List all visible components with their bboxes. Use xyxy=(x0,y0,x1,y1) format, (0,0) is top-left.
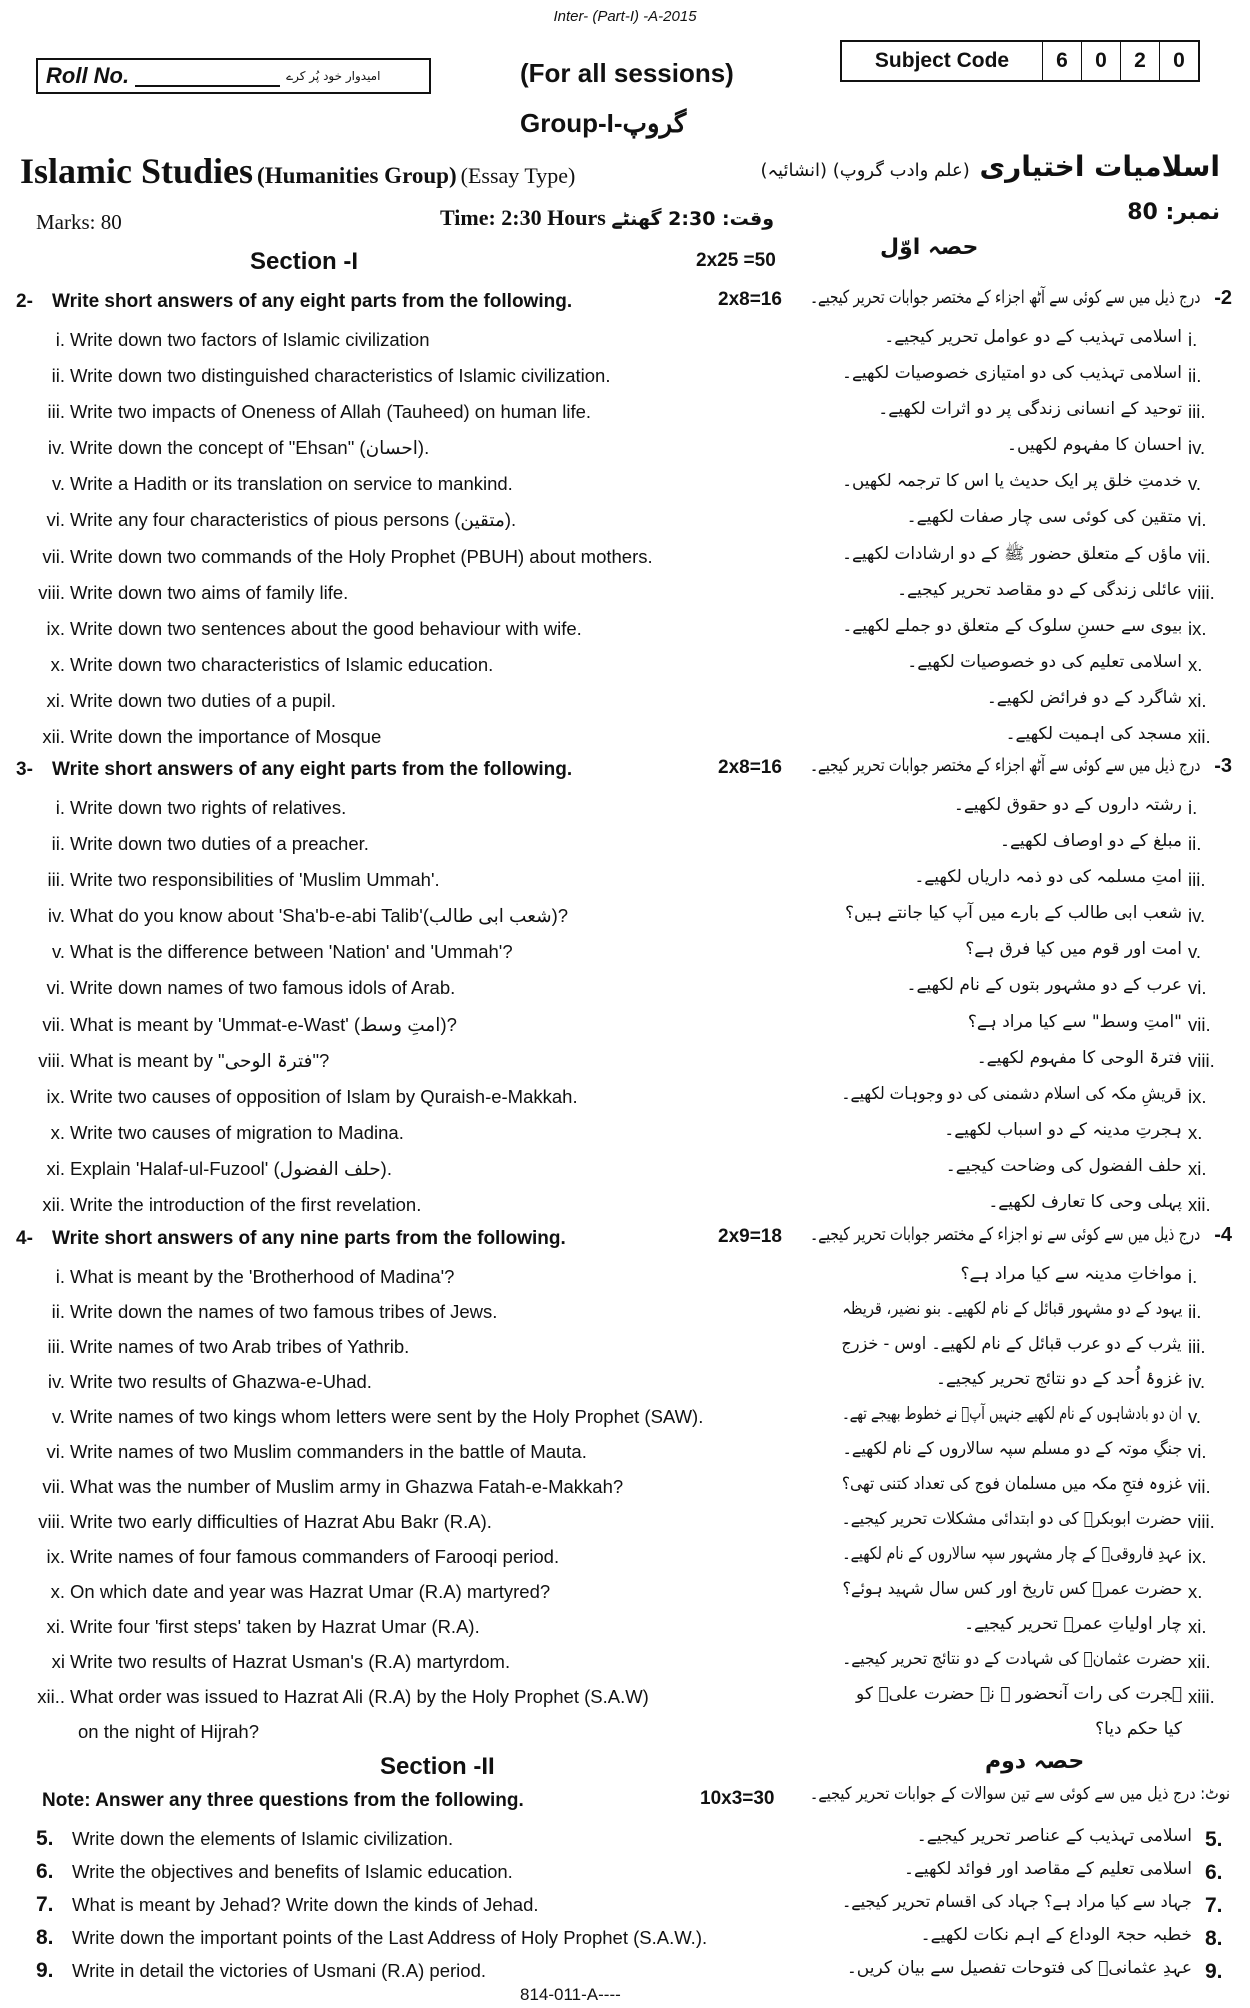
part-text-urdu: شاگرد کے دو فرائض لکھیے۔ xyxy=(986,687,1182,708)
question-text-urdu: اسلامی تہذیب کے عناصر تحریر کیجیے۔ xyxy=(916,1826,1192,1846)
subject-code-digit: 2 xyxy=(1120,42,1159,80)
question-number: 5. xyxy=(36,1827,54,1850)
roll-label: Roll No. xyxy=(46,63,130,88)
part-text-urdu: حضرت عثمانؓ کی شہادت کے دو نتائج تحریر کیجیے۔ xyxy=(842,1649,1182,1669)
part-numeral: iii. xyxy=(47,869,65,891)
part-text: Write a Hadith or its translation on service to mankind. xyxy=(70,473,513,495)
part-text-urdu: عہدِ فاروقیؓ کے چار مشہور سپہ سالاروں کے نام لکھیے۔ xyxy=(841,1544,1182,1564)
part-text: on the night of Hijrah? xyxy=(78,1721,260,1742)
subject-title: Islamic Studies xyxy=(20,151,254,191)
question-part xyxy=(0,1400,1250,1435)
question-number: 9. xyxy=(36,1959,54,1982)
part-numeral: xii.. xyxy=(37,1686,65,1707)
section-2-questions xyxy=(0,1822,1250,1987)
part-numeral-urdu: ii. xyxy=(1188,1301,1202,1322)
part-text: On which date and year was Hazrat Umar (R.A) martyred? xyxy=(70,1581,551,1602)
part-text: Write two results of Hazrat Usman's (R.A) martyrdom. xyxy=(70,1651,511,1672)
part-text-urdu: حضرت ابوبکرؓ کی دو ابتدائی مشکلات تحریر کیجیے۔ xyxy=(841,1509,1182,1529)
part-numeral-urdu: i. xyxy=(1188,329,1198,350)
question-text: What is meant by Jehad? Write down the kinds of Jehad. xyxy=(72,1894,539,1915)
part-numeral-urdu: vi. xyxy=(1188,509,1207,531)
part-numeral: iv. xyxy=(47,1371,65,1392)
part-text: Write two responsibilities of 'Muslim Ummah'. xyxy=(70,869,440,891)
long-question xyxy=(0,1888,1250,1921)
question-number-urdu: 8. xyxy=(1205,1927,1223,1950)
part-numeral-urdu: xiii. xyxy=(1188,1686,1215,1707)
urdu-total-marks: نمبر: 80 xyxy=(1127,200,1220,225)
question-instruction-urdu: درج ذیل میں سے کوئی سے آٹھ اجزاء کے مختصر جوابات تحریر کیجیے۔ xyxy=(809,755,1200,776)
part-text-urdu: "امتِ وسط" سے کیا مراد ہے؟ xyxy=(967,1011,1182,1032)
part-text-urdu: پہلی وحی کا تعارف لکھیے۔ xyxy=(988,1192,1182,1213)
part-text: Write down two sentences about the good behaviour with wife. xyxy=(70,617,582,639)
question-part xyxy=(0,1365,1250,1400)
long-question xyxy=(0,1954,1250,1987)
part-numeral: i. xyxy=(55,1266,65,1287)
part-numeral-urdu: xii. xyxy=(1188,1194,1211,1216)
question-marks: 2x9=18 xyxy=(718,1226,782,1247)
roll-number-box xyxy=(36,58,431,94)
part-numeral-urdu: xii. xyxy=(1188,726,1211,748)
part-text-urdu: عرب کے دو مشہور بتوں کے نام لکھیے۔ xyxy=(906,975,1182,996)
part-numeral: viii. xyxy=(38,1511,65,1532)
part-text-urdu: عائلی زندگی کے دو مقاصد تحریر کیجیے۔ xyxy=(897,579,1182,600)
part-text: Write down the concept of "Ehsan" (احسان). xyxy=(70,437,430,459)
question-part xyxy=(0,1330,1250,1365)
part-text: Write the introduction of the first revelation. xyxy=(70,1194,422,1216)
part-numeral-urdu: iv. xyxy=(1188,1371,1206,1392)
part-numeral: x. xyxy=(50,1121,65,1143)
part-numeral-urdu: viii. xyxy=(1188,1511,1215,1532)
question-part xyxy=(0,1645,1250,1680)
question-part xyxy=(0,503,1250,539)
part-text: Write down two distinguished characteristics of Islamic civilization. xyxy=(70,365,611,387)
part-numeral-urdu: ii. xyxy=(1188,365,1202,387)
part-numeral: vii. xyxy=(42,545,65,567)
question-part xyxy=(0,1610,1250,1645)
question-3 xyxy=(0,753,1250,1224)
question-part xyxy=(0,323,1250,359)
question-part xyxy=(0,720,1250,756)
section-2-note: Note: Answer any three questions from the following. xyxy=(42,1790,524,1811)
part-numeral: viii. xyxy=(38,1049,65,1071)
roll-number-field[interactable] xyxy=(135,65,280,87)
question-part xyxy=(0,612,1250,648)
subject-code-digit: 0 xyxy=(1081,42,1120,80)
question-part xyxy=(0,395,1250,431)
part-text: Write two causes of opposition of Islam by Quraish-e-Makkah. xyxy=(70,1085,578,1107)
question-number-urdu: -2 xyxy=(1214,287,1232,309)
part-numeral: ii. xyxy=(51,1301,65,1322)
question-heading xyxy=(0,1222,1250,1260)
question-marks: 2x8=16 xyxy=(718,289,782,310)
question-number: 4- xyxy=(16,1228,33,1249)
part-numeral-urdu: iii. xyxy=(1188,869,1206,891)
part-text: Write names of two Arab tribes of Yathrib. xyxy=(70,1336,410,1357)
part-text-urdu: حضرت عمرؓ کس تاریخ اور کس سال شہید ہوئے؟ xyxy=(842,1579,1182,1599)
part-numeral: iv. xyxy=(47,905,65,927)
question-number: 3- xyxy=(16,759,33,780)
part-numeral: xi. xyxy=(46,1616,65,1637)
question-part xyxy=(0,1680,1250,1715)
part-numeral: ii. xyxy=(51,365,65,387)
part-text-urdu: امت اور قوم میں کیا فرق ہے؟ xyxy=(965,939,1182,960)
part-numeral: iv. xyxy=(47,437,65,459)
time-urdu: وقت: 2:30 گھنٹے xyxy=(611,208,775,230)
part-text: Write two early difficulties of Hazrat Abu Bakr (R.A). xyxy=(70,1511,492,1532)
part-numeral: ix. xyxy=(46,1085,65,1107)
part-text-urdu: یثرب کے دو عرب قبائل کے نام لکھیے۔ اوس - خزرج xyxy=(841,1334,1182,1354)
footer-code: 814-011-A---- xyxy=(520,1985,621,2004)
part-text-urdu: کیا حکم دیا؟ xyxy=(1095,1719,1182,1739)
part-text: Write names of four famous commanders of Farooqi period. xyxy=(70,1546,560,1567)
part-numeral: v. xyxy=(51,473,65,495)
part-text: Write down the names of two famous tribes of Jews. xyxy=(70,1301,498,1322)
question-instruction-urdu: درج ذیل میں سے کوئی سے آٹھ اجزاء کے مختصر جوابات تحریر کیجیے۔ xyxy=(809,287,1200,308)
question-part xyxy=(0,971,1250,1007)
part-numeral-urdu: xi. xyxy=(1188,689,1207,711)
part-text-urdu: ان دو بادشاہوں کے نام لکھیے جنہیں آپؐ نے خطوط بھیجے تھے۔ xyxy=(842,1404,1182,1424)
part-text-urdu: خدمتِ خلق پر ایک حدیث یا اس کا ترجمہ لکھیں۔ xyxy=(841,471,1182,492)
question-number-urdu: 9. xyxy=(1205,1960,1223,1983)
question-text: Write the objectives and benefits of Islamic education. xyxy=(72,1861,513,1882)
part-text-urdu: چار اولیاتِ عمرؓ تحریر کیجیے۔ xyxy=(964,1614,1182,1634)
question-part xyxy=(0,1715,1250,1750)
part-text: What order was issued to Hazrat Ali (R.A) by the Holy Prophet (S.A.W) xyxy=(70,1686,649,1707)
question-text: Write down the important points of the Last Address of Holy Prophet (S.A.W.). xyxy=(72,1927,708,1948)
part-text: Write down two factors of Islamic civilization xyxy=(70,329,430,350)
part-text: Write down two duties of a preacher. xyxy=(70,833,369,855)
question-number-urdu: 6. xyxy=(1205,1861,1223,1884)
part-numeral: viii. xyxy=(38,581,65,603)
part-text-urdu: متقین کی کوئی سی چار صفات لکھیے۔ xyxy=(906,507,1182,528)
question-part xyxy=(0,431,1250,467)
question-part xyxy=(0,1080,1250,1116)
part-numeral-urdu: x. xyxy=(1188,1581,1203,1602)
part-numeral-urdu: iv. xyxy=(1188,905,1206,927)
part-text-urdu: توحید کے انسانی زندگی پر دو اثرات لکھیے۔ xyxy=(878,399,1182,420)
part-text-urdu: ہجرت کی رات آنحضور ﷺ نے حضرت علیؓ کو xyxy=(856,1684,1182,1704)
subject-code-label: Subject Code xyxy=(874,49,1010,72)
part-text: Write names of two kings whom letters were sent by the Holy Prophet (SAW). xyxy=(70,1406,704,1427)
sessions-label: (For all sessions) xyxy=(520,58,734,88)
part-numeral-urdu: ix. xyxy=(1188,617,1207,639)
part-text: Explain 'Halaf-ul-Fuzool' (حلف الفضول). xyxy=(70,1157,392,1179)
part-text-urdu: یہود کے دو مشہور قبائل کے نام لکھیے۔ بنو نضیر، قریظہ xyxy=(841,1299,1182,1319)
part-numeral-urdu: v. xyxy=(1188,941,1202,963)
question-part xyxy=(0,1470,1250,1505)
time-english: Time: 2:30 Hours xyxy=(440,205,606,230)
part-text: What is meant by "فترۃ الوحی"? xyxy=(70,1049,330,1071)
part-numeral-urdu: ix. xyxy=(1188,1546,1207,1567)
part-numeral: iii. xyxy=(47,1336,65,1357)
part-text: Write down two duties of a pupil. xyxy=(70,689,336,711)
question-part xyxy=(0,1188,1250,1224)
part-numeral-urdu: vii. xyxy=(1188,545,1211,567)
part-numeral-urdu: x. xyxy=(1188,1121,1203,1143)
question-number-urdu: 5. xyxy=(1205,1828,1223,1851)
part-numeral: xii. xyxy=(42,1194,65,1216)
section-1-urdu-title: حصہ اوّل xyxy=(880,235,979,260)
part-numeral: i. xyxy=(55,329,65,350)
part-text-urdu: جنگِ موتہ کے دو مسلم سپہ سالاروں کے نام لکھیے۔ xyxy=(842,1439,1182,1459)
group-label: Group-I-گروپ xyxy=(520,108,687,138)
question-number: 2- xyxy=(16,291,33,312)
part-text: Write down two characteristics of Islamic education. xyxy=(70,653,494,675)
part-text: Write any four characteristics of pious persons (متقین). xyxy=(70,509,517,531)
part-numeral: v. xyxy=(51,1406,65,1427)
part-numeral-urdu: xi. xyxy=(1188,1157,1207,1179)
section-2-urdu-title: حصہ دوم xyxy=(985,1749,1085,1774)
part-text-urdu: غزوہ فتحِ مکہ میں مسلمان فوج کی تعداد کتنی تھی؟ xyxy=(841,1474,1182,1494)
question-part xyxy=(0,576,1250,612)
part-text: What was the number of Muslim army in Ghazwa Fatah-e-Makkah? xyxy=(70,1476,624,1497)
part-numeral-urdu: viii. xyxy=(1188,581,1215,603)
part-numeral-urdu: vii. xyxy=(1188,1476,1211,1497)
question-text: Write in detail the victories of Usmani (R.A) period. xyxy=(72,1960,487,1981)
part-text: Write down two aims of family life. xyxy=(70,581,349,603)
total-marks: Marks: 80 xyxy=(36,210,122,234)
part-numeral-urdu: ii. xyxy=(1188,833,1202,855)
part-numeral-urdu: iii. xyxy=(1188,1336,1206,1357)
part-text: Write down names of two famous idols of Arab. xyxy=(70,977,456,999)
part-text-urdu: اسلامی تعلیم کی دو خصوصیات لکھیے۔ xyxy=(907,651,1182,672)
section-2-title: Section -II xyxy=(380,1753,495,1780)
question-part xyxy=(0,863,1250,899)
question-part xyxy=(0,1152,1250,1188)
part-text-urdu: بیوی سے حسنِ سلوک کے متعلق دو جملے لکھیے۔ xyxy=(842,615,1182,636)
part-numeral: xi. xyxy=(46,689,65,711)
part-numeral: xii. xyxy=(42,726,65,748)
part-numeral: v. xyxy=(51,941,65,963)
question-part xyxy=(0,827,1250,863)
question-number-urdu: 7. xyxy=(1205,1894,1223,1917)
question-part xyxy=(0,540,1250,576)
urdu-subject-title: اسلامیات اختیاری xyxy=(979,150,1220,183)
part-numeral: x. xyxy=(50,653,65,675)
question-part xyxy=(0,1540,1250,1575)
part-numeral-urdu: vi. xyxy=(1188,1441,1207,1462)
subject-group: (Humanities Group) xyxy=(257,163,457,188)
part-numeral: vii. xyxy=(42,1476,65,1497)
question-part xyxy=(0,467,1250,503)
part-text-urdu: ہجرتِ مدینہ کے دو اسباب لکھیے۔ xyxy=(944,1119,1182,1140)
part-text: Write names of two Muslim commanders in the battle of Mauta. xyxy=(70,1441,587,1462)
question-part xyxy=(0,1260,1250,1295)
part-numeral: vii. xyxy=(42,1013,65,1035)
subject-code-box xyxy=(840,40,1200,82)
part-numeral-urdu: ix. xyxy=(1188,1085,1207,1107)
question-part xyxy=(0,791,1250,827)
question-part xyxy=(0,684,1250,720)
question-number-urdu: -4 xyxy=(1214,1224,1232,1246)
question-part xyxy=(0,1435,1250,1470)
part-numeral-urdu: v. xyxy=(1188,1406,1202,1427)
long-question xyxy=(0,1921,1250,1954)
long-question xyxy=(0,1822,1250,1855)
question-part xyxy=(0,359,1250,395)
question-part xyxy=(0,1044,1250,1080)
part-text: What is the difference between 'Nation' and 'Ummah'? xyxy=(70,941,513,963)
question-instruction: Write short answers of any nine parts from the following. xyxy=(52,1228,566,1249)
question-2 xyxy=(0,285,1250,756)
part-text: Write two causes of migration to Madina. xyxy=(70,1121,404,1143)
section-1-marks: 2x25 =50 xyxy=(696,250,776,271)
part-numeral-urdu: viii. xyxy=(1188,1049,1215,1071)
urdu-title xyxy=(760,150,1220,184)
question-part xyxy=(0,1505,1250,1540)
question-text-urdu: عہدِ عثمانیؓ کی فتوحات تفصیل سے بیان کریں۔ xyxy=(846,1958,1192,1978)
part-numeral: vi. xyxy=(46,977,65,999)
part-text-urdu: فترۃ الوحی کا مفہوم لکھیے۔ xyxy=(976,1047,1182,1068)
question-heading xyxy=(0,753,1250,791)
urdu-subject-sub: (علم وادب گروپ) (انشائیہ) xyxy=(760,160,970,181)
section-2-urdu-note: نوٹ: درج ذیل میں سے کوئی سے تین سوالات کے جوابات تحریر کیجیے۔ xyxy=(809,1784,1230,1804)
part-text-urdu: قریشِ مکہ کی اسلام دشمنی کی دو وجوہات لکھیے۔ xyxy=(841,1083,1182,1104)
question-part xyxy=(0,1295,1250,1330)
part-text: Write down two rights of relatives. xyxy=(70,797,347,818)
subject-code-digit: 6 xyxy=(1042,42,1081,80)
question-number: 8. xyxy=(36,1926,54,1949)
question-instruction-urdu: درج ذیل میں سے کوئی سے نو اجزاء کے مختصر جوابات تحریر کیجیے۔ xyxy=(809,1224,1200,1245)
part-text: Write down the importance of Mosque xyxy=(70,726,382,748)
part-text: What is meant by 'Ummat-e-Wast' (امتِ وسط)? xyxy=(70,1013,457,1035)
part-text: What is meant by the 'Brotherhood of Madina'? xyxy=(70,1266,455,1287)
question-text-urdu: جہاد سے کیا مراد ہے؟ جہاد کی اقسام تحریر کیجیے۔ xyxy=(842,1892,1192,1912)
question-text: Write down the elements of Islamic civilization. xyxy=(72,1828,454,1849)
part-numeral: xi xyxy=(51,1651,65,1672)
section-2-marks: 10x3=30 xyxy=(700,1788,775,1809)
part-text-urdu: رشتہ داروں کے دو حقوق لکھیے۔ xyxy=(953,795,1182,815)
part-text-urdu: مبلغ کے دو اوصاف لکھیے۔ xyxy=(1000,831,1182,852)
part-text: Write two impacts of Oneness of Allah (Tauheed) on human life. xyxy=(70,401,592,423)
part-text-urdu: اسلامی تہذیب کی دو امتیازی خصوصیات لکھیے۔ xyxy=(842,363,1182,384)
question-number: 7. xyxy=(36,1893,54,1916)
question-part xyxy=(0,935,1250,971)
part-text-urdu: ماؤں کے متعلق حضور ﷺ کے دو ارشادات لکھیے۔ xyxy=(841,543,1182,564)
part-text-urdu: غزوۂ اُحد کے دو نتائج تحریر کیجیے۔ xyxy=(935,1369,1182,1389)
part-numeral-urdu: vi. xyxy=(1188,977,1207,999)
part-text-urdu: حلف الفضول کی وضاحت کیجیے۔ xyxy=(945,1155,1182,1176)
part-text-urdu: شعب ابی طالب کے بارے میں آپ کیا جانتے ہیں؟ xyxy=(845,903,1182,924)
part-text-urdu: اسلامی تہذیب کے دو عوامل تحریر کیجیے۔ xyxy=(884,327,1182,347)
question-marks: 2x8=16 xyxy=(718,757,782,778)
part-numeral: ix. xyxy=(46,617,65,639)
part-text: Write four 'first steps' taken by Hazrat Umar (R.A). xyxy=(70,1616,480,1637)
question-part xyxy=(0,1008,1250,1044)
paper-code: Inter- (Part-I) -A-2015 xyxy=(553,8,697,25)
part-text: Write two results of Ghazwa-e-Uhad. xyxy=(70,1371,372,1392)
question-text-urdu: اسلامی تعلیم کے مقاصد اور فوائد لکھیے۔ xyxy=(904,1859,1192,1879)
subject-code-digit: 0 xyxy=(1159,42,1198,80)
question-part xyxy=(0,648,1250,684)
part-text-urdu: مسجد کی اہمیت لکھیے۔ xyxy=(1005,724,1182,745)
part-numeral-urdu: iv. xyxy=(1188,437,1206,459)
part-text-urdu: احسان کا مفہوم لکھیں۔ xyxy=(1007,435,1182,456)
question-4 xyxy=(0,1222,1250,1750)
part-text: Write down two commands of the Holy Prophet (PBUH) about mothers. xyxy=(70,545,653,567)
part-numeral-urdu: i. xyxy=(1188,1266,1198,1287)
part-numeral: iii. xyxy=(47,401,65,423)
question-instruction: Write short answers of any eight parts from the following. xyxy=(52,291,573,312)
part-numeral: vi. xyxy=(46,509,65,531)
part-numeral: ii. xyxy=(51,833,65,855)
part-numeral-urdu: xii. xyxy=(1188,1651,1211,1672)
part-numeral: x. xyxy=(50,1581,65,1602)
part-numeral-urdu: iii. xyxy=(1188,401,1206,423)
question-instruction: Write short answers of any eight parts from the following. xyxy=(52,759,573,780)
question-part xyxy=(0,899,1250,935)
part-numeral: i. xyxy=(55,797,65,818)
part-numeral: xi. xyxy=(46,1157,65,1179)
part-numeral-urdu: i. xyxy=(1188,797,1198,818)
paper-title xyxy=(20,150,575,192)
part-numeral: ix. xyxy=(46,1546,65,1567)
question-number-urdu: -3 xyxy=(1214,755,1232,777)
long-question xyxy=(0,1855,1250,1888)
question-number: 6. xyxy=(36,1860,54,1883)
part-text: What do you know about 'Sha'b-e-abi Talib'(شعب ابی طالب)? xyxy=(70,905,569,927)
part-numeral: vi. xyxy=(46,1441,65,1462)
part-text-urdu: مواخاتِ مدینہ سے کیا مراد ہے؟ xyxy=(960,1264,1182,1284)
question-text-urdu: خطبہ حجۃ الوداع کے اہم نکات لکھیے۔ xyxy=(920,1925,1192,1945)
part-numeral-urdu: vii. xyxy=(1188,1013,1211,1035)
part-text-urdu: امتِ مسلمہ کی دو ذمہ داریاں لکھیے۔ xyxy=(914,867,1182,888)
part-numeral-urdu: v. xyxy=(1188,473,1202,495)
part-numeral-urdu: x. xyxy=(1188,653,1203,675)
time-allowed xyxy=(440,205,774,231)
question-part xyxy=(0,1116,1250,1152)
paper-type: (Essay Type) xyxy=(460,163,576,188)
question-heading xyxy=(0,285,1250,323)
roll-urdu-note: امیدوار خود پُر کرے xyxy=(286,69,381,83)
question-part xyxy=(0,1575,1250,1610)
part-numeral-urdu: xi. xyxy=(1188,1616,1207,1637)
section-1-title: Section -I xyxy=(250,248,359,275)
